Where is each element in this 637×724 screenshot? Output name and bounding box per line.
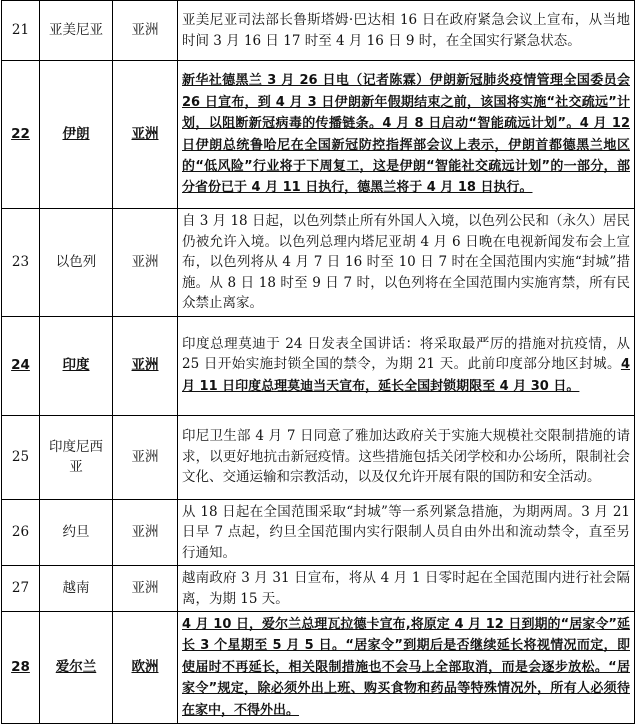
country-cell: 越南 — [40, 566, 113, 612]
measures-text: 从 18 日起在全国范围采取“封城”等一系列紧急措施，为期两周。3 月 21 日早 7 点起，约旦全国范围内实行限制人员自由外出和流动禁令，直至另行通知。 — [178, 499, 635, 566]
table-row — [2, 566, 635, 612]
continent-cell: 亚洲 — [113, 566, 178, 612]
continent-cell: 亚洲 — [113, 316, 178, 415]
continent-cell: 亚洲 — [113, 415, 178, 499]
country-cell: 印度尼西亚 — [40, 415, 113, 499]
table-row — [2, 499, 635, 566]
table-row — [2, 61, 635, 209]
continent-cell: 亚洲 — [113, 499, 178, 566]
continent-cell: 欧洲 — [113, 612, 178, 724]
table-row — [2, 1, 635, 61]
row-number: 27 — [2, 566, 40, 612]
measures-text: 自 3 月 18 日起，以色列禁止所有外国人入境，以色列公民和（永久）居民仍被允许入境。以色列总理内塔尼亚胡 4 月 6 日晚在电视新闻发布会上宣布，以色列将从 4 月 7 日 16 时至 10 日 7 时在全国范围内实施“封城”措施。从 8 日 18 时至 9 日 7 时，以色列将在全国范围内实施宵禁，所有民众禁止离家。 — [178, 209, 635, 317]
measures-text: 4 月 10 日，爱尔兰总理瓦拉德卡宣布,将原定 4 月 12 日到期的“居家令”延长 3 个星期至 5 月 5 日。“居家令”到期后是否继续延长将视情况而定，即使届时不再延长，相关限制措施也不会马上全部取消，而是会逐步放松。“居家令”规定，除必须外出上班、购买食物和药品等特殊情况外，所有人必须待在家中，不得外出。 — [178, 612, 635, 724]
measures-text-extension: 4 月 11 日印度总理莫迪当天宣布，延长全国封锁期限至 4 月 30 日。 — [182, 357, 630, 394]
measures-text: 印尼卫生部 4 月 7 日同意了雅加达政府关于实施大规模社交限制措施的请求，以更好地抗击新冠疫情。这些措施包括关闭学校和办公场所，限制社会文化、交通运输和宗教活动，以及仅允许开展有限的国防和安全活动。 — [178, 415, 635, 499]
measures-text: 亚美尼亚司法部长鲁斯塔姆·巴达相 16 日在政府紧急会议上宣布，从当地时间 3 月 16 日 17 时至 4 月 16 日 9 时，在全国实行紧急状态。 — [178, 1, 635, 61]
measures-text: 越南政府 3 月 31 日宣布，将从 4 月 1 日零时起在全国范围内进行社会隔离，为期 15 天。 — [178, 566, 635, 612]
table-row — [2, 316, 635, 415]
table-row — [2, 612, 635, 724]
measures-text-plain: 印度总理莫迪于 24 日发表全国讲话：将采取最严厉的措施对抗疫情，从 25 日开始实施封锁全国的禁令，为期 21 天。此前印度部分地区封城。 — [182, 335, 630, 373]
table-row — [2, 415, 635, 499]
measures-text: 新华社德黑兰 3 月 26 日电（记者陈霖）伊朗新冠肺炎疫情管理全国委员会 26 日宣布，到 4 月 3 日伊朗新年假期结束之前，该国将实施“社交疏远”计划，以阻断新冠病毒的传播链条。4 月 8 日启动“智能疏远计划”。4 月 12 日伊朗总统鲁哈尼在全国新冠防控指挥部会议上表示，伊朗首都德黑兰地区的“低风险”行业将于下周复工，这是伊朗“智能社交疏远计划”的一部分，部分省份已于 4 月 11 日执行，德黑兰将于 4 月 18 日执行。 — [178, 61, 635, 209]
row-number: 22 — [2, 61, 40, 209]
row-number: 21 — [2, 1, 40, 61]
continent-cell: 亚洲 — [113, 209, 178, 317]
continent-cell: 亚洲 — [113, 1, 178, 61]
country-cell: 约旦 — [40, 499, 113, 566]
country-cell: 亚美尼亚 — [40, 1, 113, 61]
country-cell: 印度 — [40, 316, 113, 415]
country-cell: 爱尔兰 — [40, 612, 113, 724]
continent-cell: 亚洲 — [113, 61, 178, 209]
measures-text — [178, 316, 635, 415]
row-number: 23 — [2, 209, 40, 317]
country-cell: 伊朗 — [40, 61, 113, 209]
row-number: 24 — [2, 316, 40, 415]
table-row — [2, 209, 635, 317]
measures-table — [1, 0, 635, 724]
row-number: 28 — [2, 612, 40, 724]
row-number: 25 — [2, 415, 40, 499]
country-cell: 以色列 — [40, 209, 113, 317]
row-number: 26 — [2, 499, 40, 566]
